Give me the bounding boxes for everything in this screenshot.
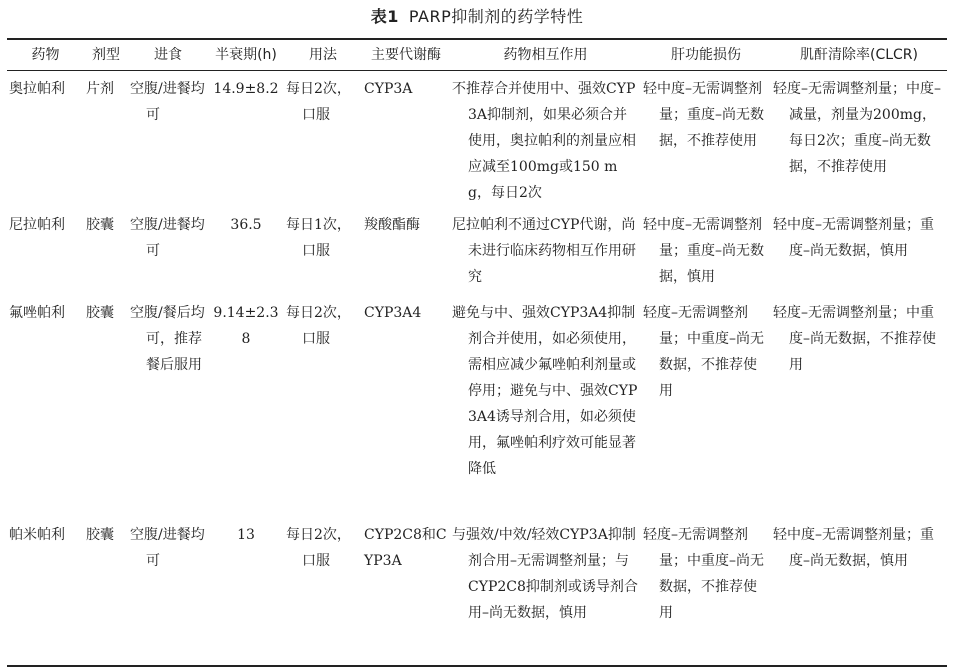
cell-form: 胶囊 bbox=[86, 527, 114, 543]
table-row bbox=[7, 516, 947, 626]
cell-food: 空腹/餐后均可，推荐餐后服用 bbox=[130, 305, 205, 373]
cell-interaction: 尼拉帕利不通过CYP代谢，尚未进行临床药物相互作用研究 bbox=[452, 217, 636, 285]
cell-drug: 奥拉帕利 bbox=[9, 81, 65, 97]
bottom-rule bbox=[7, 665, 947, 667]
cell-food: 空腹/进餐均可 bbox=[130, 81, 205, 123]
cell-enzyme: 羧酸酯酶 bbox=[364, 217, 420, 233]
header-creatinine: 肌酐清除率(CLCR) bbox=[799, 47, 918, 63]
cell-liver: 轻度–无需调整剂量；中重度–尚无数据，不推荐使用 bbox=[643, 527, 764, 621]
cell-half-life: 13 bbox=[237, 527, 255, 543]
cell-usage: 每日1次，口服 bbox=[286, 217, 351, 259]
cell-enzyme: CYP2C8和CYP3A bbox=[364, 527, 447, 569]
cell-interaction: 与强效/中效/轻效CYP3A抑制剂合用–无需调整剂量；与CYP2C8抑制剂或诱导剂合用–尚无数据，慎用 bbox=[452, 527, 638, 621]
cell-liver: 轻中度–无需调整剂量；重度–尚无数据，不推荐使用 bbox=[643, 81, 764, 149]
header-row bbox=[7, 40, 947, 70]
cell-half-life: 14.9±8.2 bbox=[213, 81, 279, 97]
cell-usage: 每日2次，口服 bbox=[286, 81, 351, 123]
cell-form: 片剂 bbox=[86, 81, 114, 97]
cell-creatinine: 轻度–无需调整剂量；中重度–尚无数据，不推荐使用 bbox=[773, 305, 936, 373]
header-drug: 药物 bbox=[31, 47, 60, 63]
header-half-life: 半衰期(h) bbox=[215, 47, 277, 63]
cell-half-life: 36.5 bbox=[230, 217, 262, 233]
cell-creatinine: 轻度–无需调整剂量；中度–减量，剂量为200mg，每日2次；重度–尚无数据，不推荐使用 bbox=[773, 81, 941, 175]
table-row bbox=[7, 294, 947, 516]
cell-food: 空腹/进餐均可 bbox=[130, 527, 205, 569]
cell-drug: 帕米帕利 bbox=[9, 527, 65, 543]
cell-form: 胶囊 bbox=[86, 217, 114, 233]
header-liver: 肝功能损伤 bbox=[671, 47, 741, 63]
table-row bbox=[7, 70, 947, 206]
cell-enzyme: CYP3A bbox=[364, 81, 413, 97]
cell-enzyme: CYP3A4 bbox=[364, 305, 422, 321]
cell-usage: 每日2次，口服 bbox=[286, 305, 351, 347]
header-usage: 用法 bbox=[309, 47, 337, 63]
cell-drug: 氟唑帕利 bbox=[9, 305, 65, 321]
cell-interaction: 不推荐合并使用中、强效CYP3A抑制剂，如果必须合并使用，奥拉帕利的剂量应相应减至100mg或150 mg，每日2次 bbox=[452, 81, 636, 201]
caption-label: 表1 bbox=[370, 7, 399, 26]
header-enzyme: 主要代谢酶 bbox=[371, 47, 441, 63]
cell-food: 空腹/进餐均可 bbox=[130, 217, 205, 259]
cell-creatinine: 轻中度–无需调整剂量；重度–尚无数据，慎用 bbox=[773, 527, 934, 569]
cell-creatinine: 轻中度–无需调整剂量；重度–尚无数据，慎用 bbox=[773, 217, 934, 259]
cell-usage: 每日2次，口服 bbox=[286, 527, 351, 569]
cell-liver: 轻度–无需调整剂量；中重度–尚无数据，不推荐使用 bbox=[643, 305, 764, 399]
cell-interaction: 避免与中、强效CYP3A4抑制剂合并使用，如必须使用，需相应减少氟唑帕利剂量或停用；避免与中、强效CYP3A4诱导剂合用，如必须使用，氟唑帕利疗效可能显著降低 bbox=[452, 305, 638, 477]
cell-half-life: 9.14±2.38 bbox=[213, 305, 279, 347]
header-form: 剂型 bbox=[92, 47, 120, 63]
table-row bbox=[7, 206, 947, 294]
header-interaction: 药物相互作用 bbox=[503, 47, 588, 63]
cell-drug: 尼拉帕利 bbox=[9, 217, 65, 233]
cell-form: 胶囊 bbox=[86, 305, 114, 321]
table-caption bbox=[0, 4, 954, 27]
caption-title: PARP抑制剂的药学特性 bbox=[408, 7, 584, 26]
cell-liver: 轻中度–无需调整剂量；重度–尚无数据，慎用 bbox=[643, 217, 764, 285]
parp-table bbox=[7, 40, 947, 626]
header-food: 进食 bbox=[154, 47, 182, 63]
